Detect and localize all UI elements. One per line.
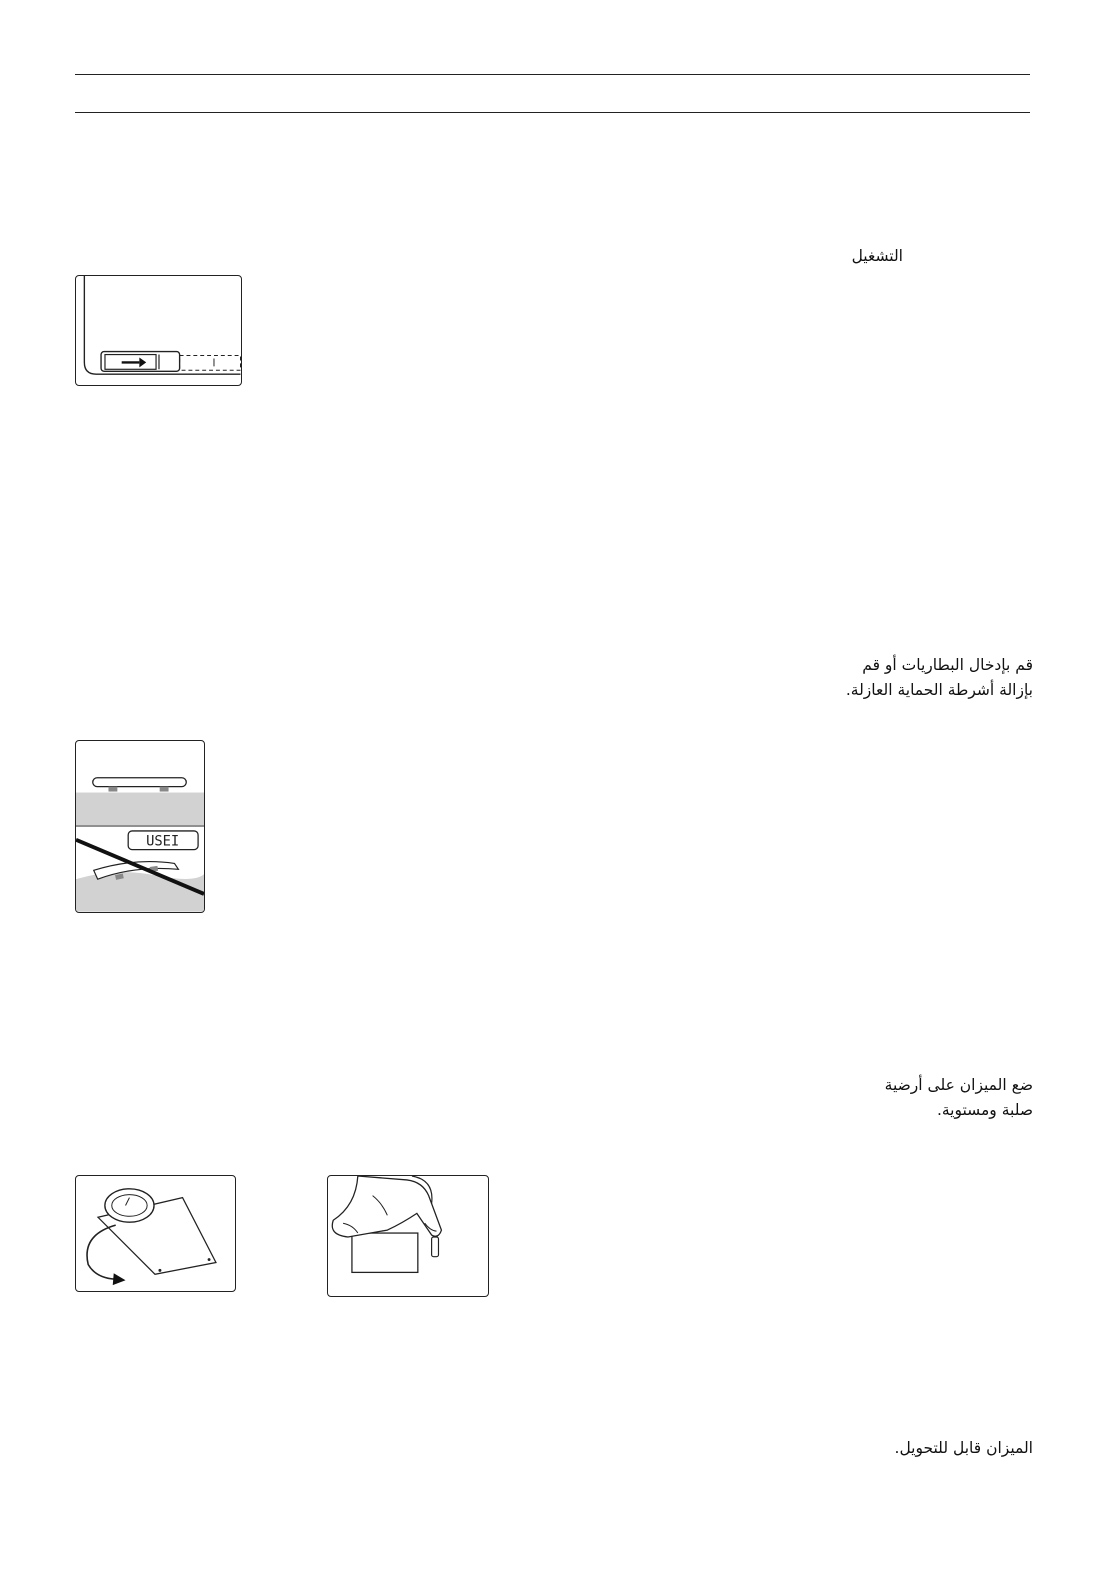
instruction-line: قم بإدخال البطاريات أو قم bbox=[862, 656, 1033, 674]
instruction-line: الميزان قابل للتحويل. bbox=[894, 1439, 1033, 1457]
instruction-place-scale bbox=[833, 1073, 1033, 1123]
rotate-figure bbox=[75, 1175, 236, 1292]
rotate-scale-arrow-icon bbox=[76, 1176, 235, 1291]
battery-compartment-arrow-icon bbox=[76, 276, 241, 385]
header-bottom-rule bbox=[75, 112, 1030, 113]
instruction-insert-batteries bbox=[833, 653, 1033, 703]
section-heading-operation: التشغيل bbox=[851, 247, 903, 265]
finger-press-button-icon bbox=[328, 1176, 488, 1296]
instruction-line: صلبة ومستوية. bbox=[936, 1101, 1033, 1119]
instruction-line: ضع الميزان على أرضية bbox=[884, 1076, 1033, 1094]
scale-on-surface-icon bbox=[76, 741, 204, 912]
header-top-rule bbox=[75, 74, 1030, 75]
instruction-convertible bbox=[833, 1436, 1033, 1461]
instruction-line: بإزالة أشرطة الحماية العازلة. bbox=[845, 681, 1033, 699]
surface-figure bbox=[75, 740, 205, 913]
battery-compartment-figure bbox=[75, 275, 242, 386]
display-readout: USEI bbox=[146, 833, 180, 850]
button-figure bbox=[327, 1175, 489, 1297]
